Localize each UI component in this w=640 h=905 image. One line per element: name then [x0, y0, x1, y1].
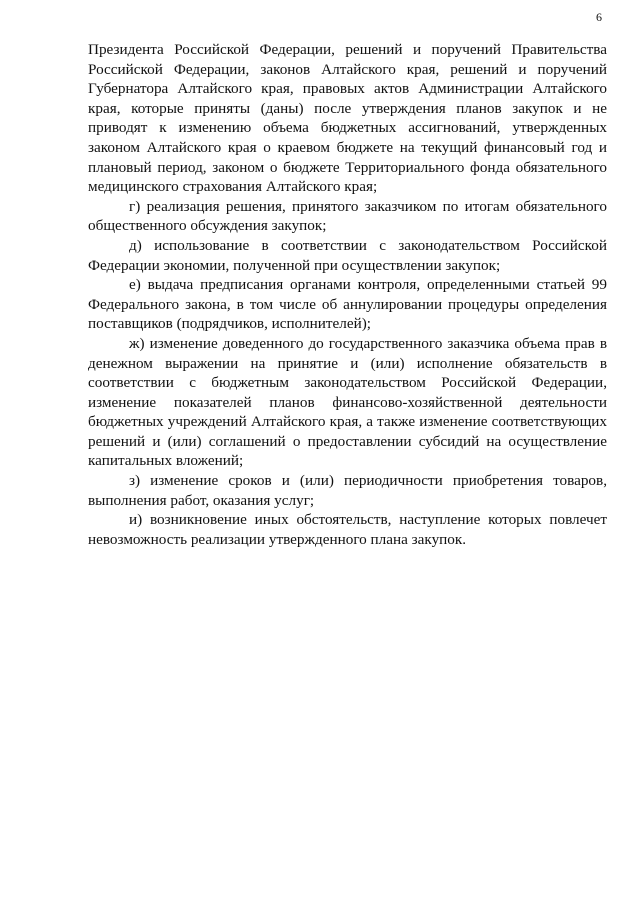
page-number: 6	[596, 10, 602, 24]
paragraph-item-zh: ж) изменение доведенного до государственного заказчика объема прав в денежном выражении на принятие и (или) исполнение обязательств в соответствии с бюджетным законодательством Российской Федерации, изменение показателей планов финансово-хозяйственной деятельности бюджетных учреждений Алтайского края, а также изменение соответствующих решений и (или) соглашений о предоставлении субсидий на осуществление капитальных вложений;	[88, 334, 607, 470]
paragraph-continuation: Президента Российской Федерации, решений и поручений Правительства Российской Федерации, законов Алтайского края, решений и поручений Губернатора Алтайского края, правовых актов Администрации Алтайского края, которые приняты (даны) после утверждения планов закупок и не приводят к изменению объема бюджетных ассигнований, утвержденных законом Алтайского края о краевом бюджете на текущий финансовый год и плановый период, законом о бюджете Территориального фонда обязательного медицинского страхования Алтайского края;	[88, 41, 607, 196]
paragraph-item-i: и) возникновение иных обстоятельств, наступление которых повлечет невозможность реализации утвержденного плана закупок.	[88, 511, 607, 548]
paragraph-item-z: з) изменение сроков и (или) периодичности приобретения товаров, выполнения работ, оказания услуг;	[88, 472, 607, 509]
document-body	[88, 40, 607, 549]
paragraph-item-e: е) выдача предписания органами контроля, определенными статьей 99 Федерального закона, в том числе об аннулировании процедуры определения поставщиков (подрядчиков, исполнителей);	[88, 276, 607, 333]
paragraph-item-d: д) использование в соответствии с законодательством Российской Федерации экономии, полученной при осуществлении закупок;	[88, 236, 607, 274]
paragraph-item-g: г) реализация решения, принятого заказчиком по итогам обязательного общественного обсуждения закупок;	[88, 197, 607, 235]
